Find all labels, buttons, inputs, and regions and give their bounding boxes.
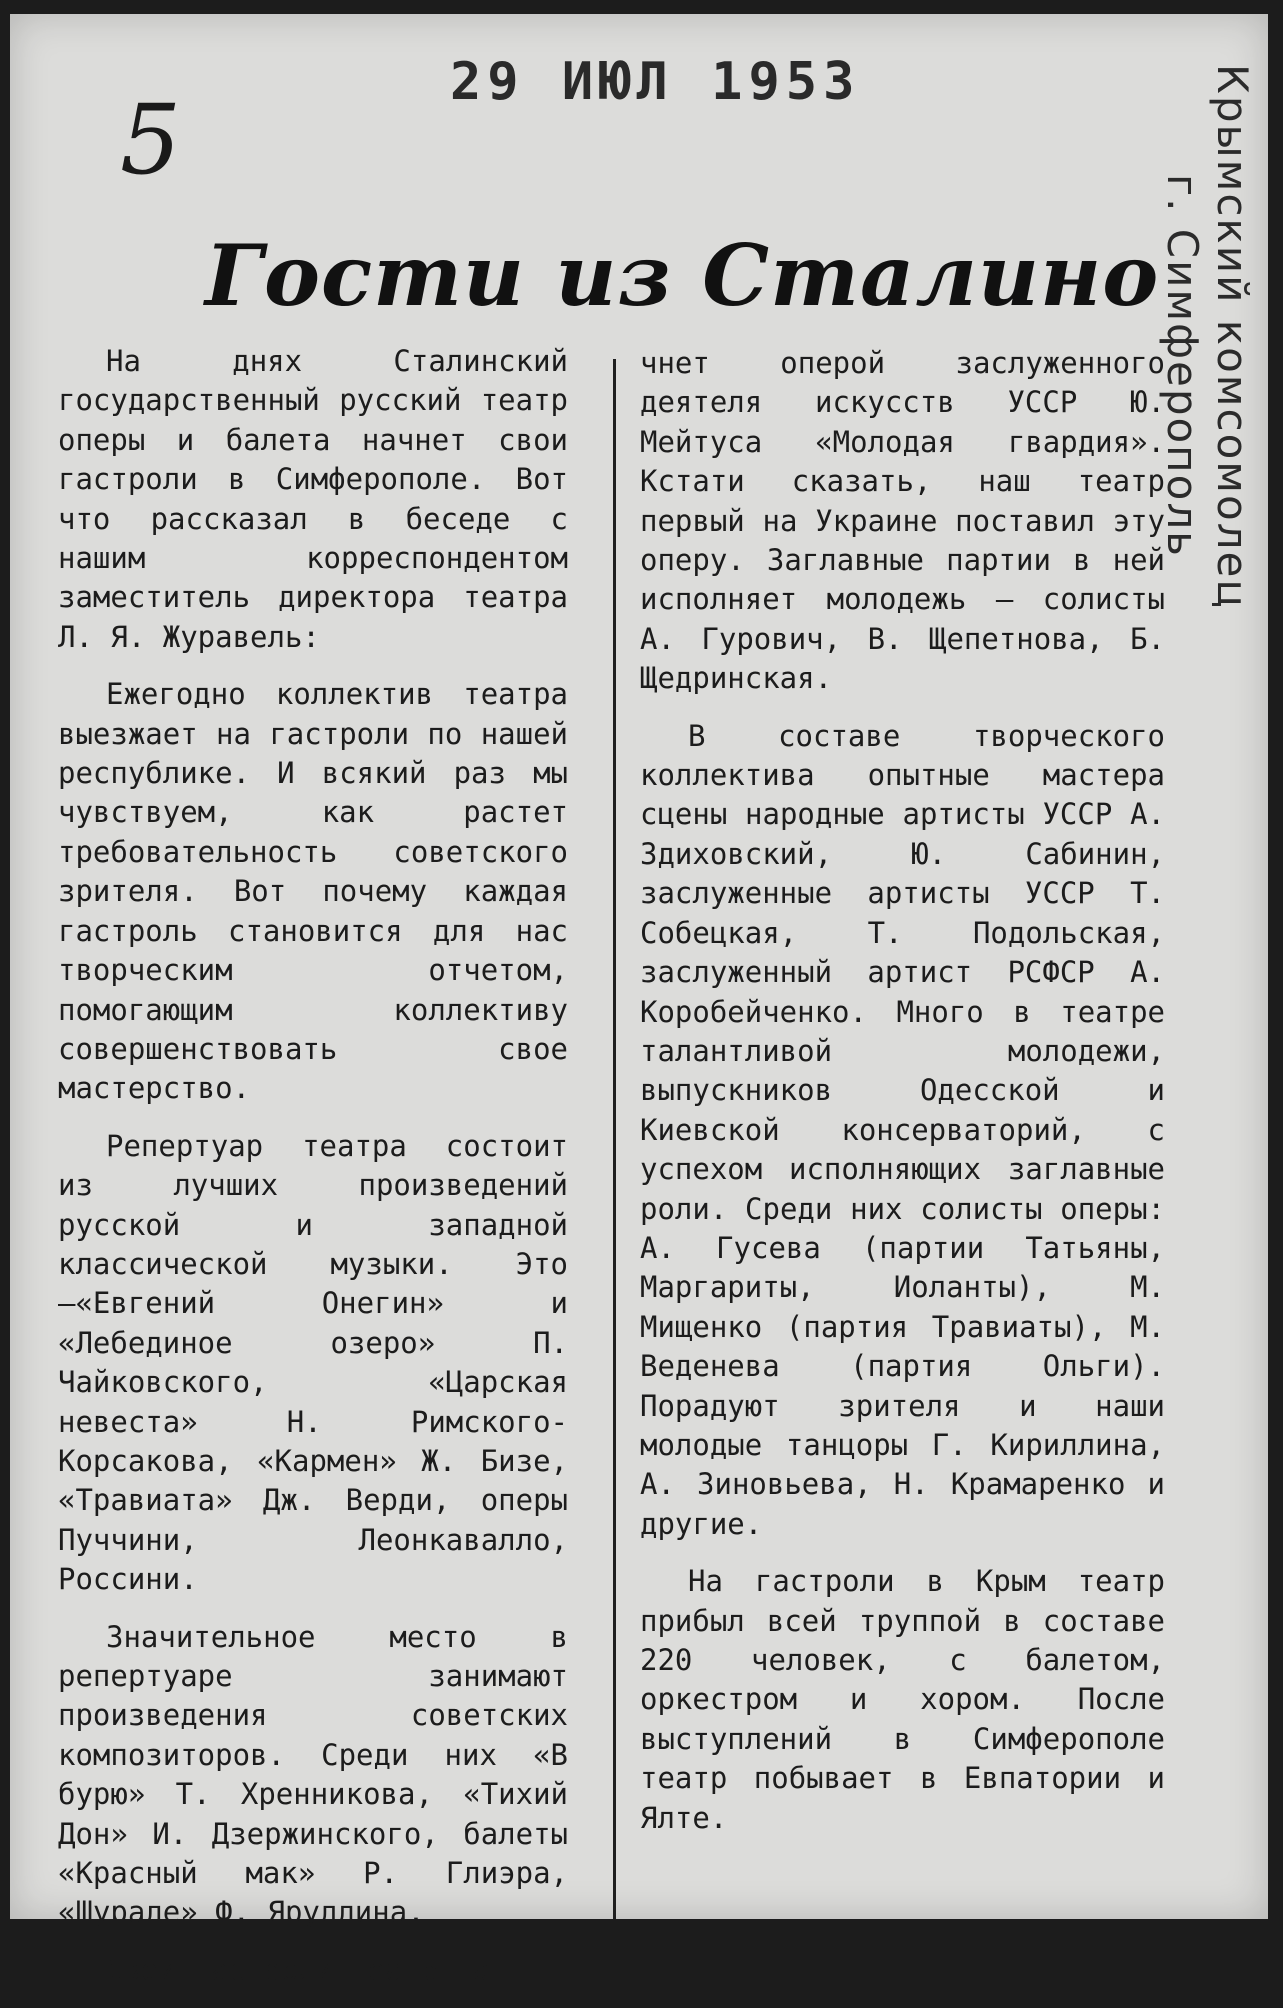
article-paragraph: Ежегодно коллектив театра выезжает на гастроли по нашей республике. И всякий раз мы чувствуем, как растет требовательность советского зрителя. Вот почему каждая гастроль становится для нас творческим отчетом, помогающим коллективу совершенствовать свое мастерство. xyxy=(58,677,568,1106)
handwritten-number: 5 xyxy=(120,84,182,196)
article-paragraph: На днях Сталинский государственный русский театр оперы и балета начнет свои гастроли в Симферополе. Вот что рассказал в беседе с нашим корреспондентом заместитель директора театра Л. Я. Журавель: xyxy=(58,344,568,654)
newspaper-city: г. Симферополь xyxy=(1158,174,1207,558)
column-divider xyxy=(613,359,616,1919)
article-paragraph: На гастроли в Крым театр прибыл всей труппой в составе 220 человек, с балетом, оркестром и хором. После выступлений в Симферополе театр побывает в Евпатории и Ялте. xyxy=(640,1564,1165,1835)
newspaper-name: Крымский комсомолец xyxy=(1208,64,1257,610)
article-title: Гости из Сталино xyxy=(205,226,1160,325)
article-paragraph: В составе творческого коллектива опытные мастера сцены народные артисты УССР А. Здиховский, Ю. Сабинин, заслуженные артисты УССР Т. Собецкая, Т. Подольская, заслуженный артист РСФСР А. Коробейченко. Много в театре талантливой молодежи, выпускников Одесской и Киевской консерваторий, с успехом исполняющих заглавные роли. Среди них солисты оперы: А. Гусева (партии Татьяны, Маргариты, Иоланты), М. Мищенко (партия Травиаты), М. Веденева (партия Ольги). Порадуют зрителя и наши молодые танцоры Г. Кириллина, А. Зиновьева, Н. Крамаренко и другие. xyxy=(640,718,1165,1541)
article-column-left xyxy=(58,342,568,2008)
article-paragraph: Свои гастроли театр на- xyxy=(106,1952,508,1987)
newspaper-clipping xyxy=(10,14,1268,1987)
article-paragraph: чнет оперой заслуженного деятеля искусств УССР Ю. Мейтуса «Молодая гвардия». Кстати сказать, наш театр первый на Украине поставил эту оперу. Заглавные партии в ней исполняет молодежь — солисты А. Гурович, В. Щепетнова, Б. Щедринская. xyxy=(640,346,1165,696)
article-column-right xyxy=(640,344,1165,1856)
date-stamp: 29 ИЮЛ 1953 xyxy=(450,52,861,112)
article-paragraph: Репертуар театра состоит из лучших произведений русской и западной классической музыки. Это—«Евгений Онегин» и «Лебединое озеро» П. Чайковского, «Царская невеста» Н. Римского-Корсакова, «Кармен» Ж. Бизе, «Травиата» Дж. Верди, оперы Пуччини, Леонкавалло, Россини. xyxy=(58,1128,568,1597)
article-paragraph: Значительное место в репертуаре занимают произведения советских композиторов. Среди них «В бурю» Т. Хренникова, «Тихий Дон» И. Дзержинского, балеты «Красный мак» Р. Глиэра, «Шурале» Ф. Яруллина. xyxy=(58,1619,568,1930)
